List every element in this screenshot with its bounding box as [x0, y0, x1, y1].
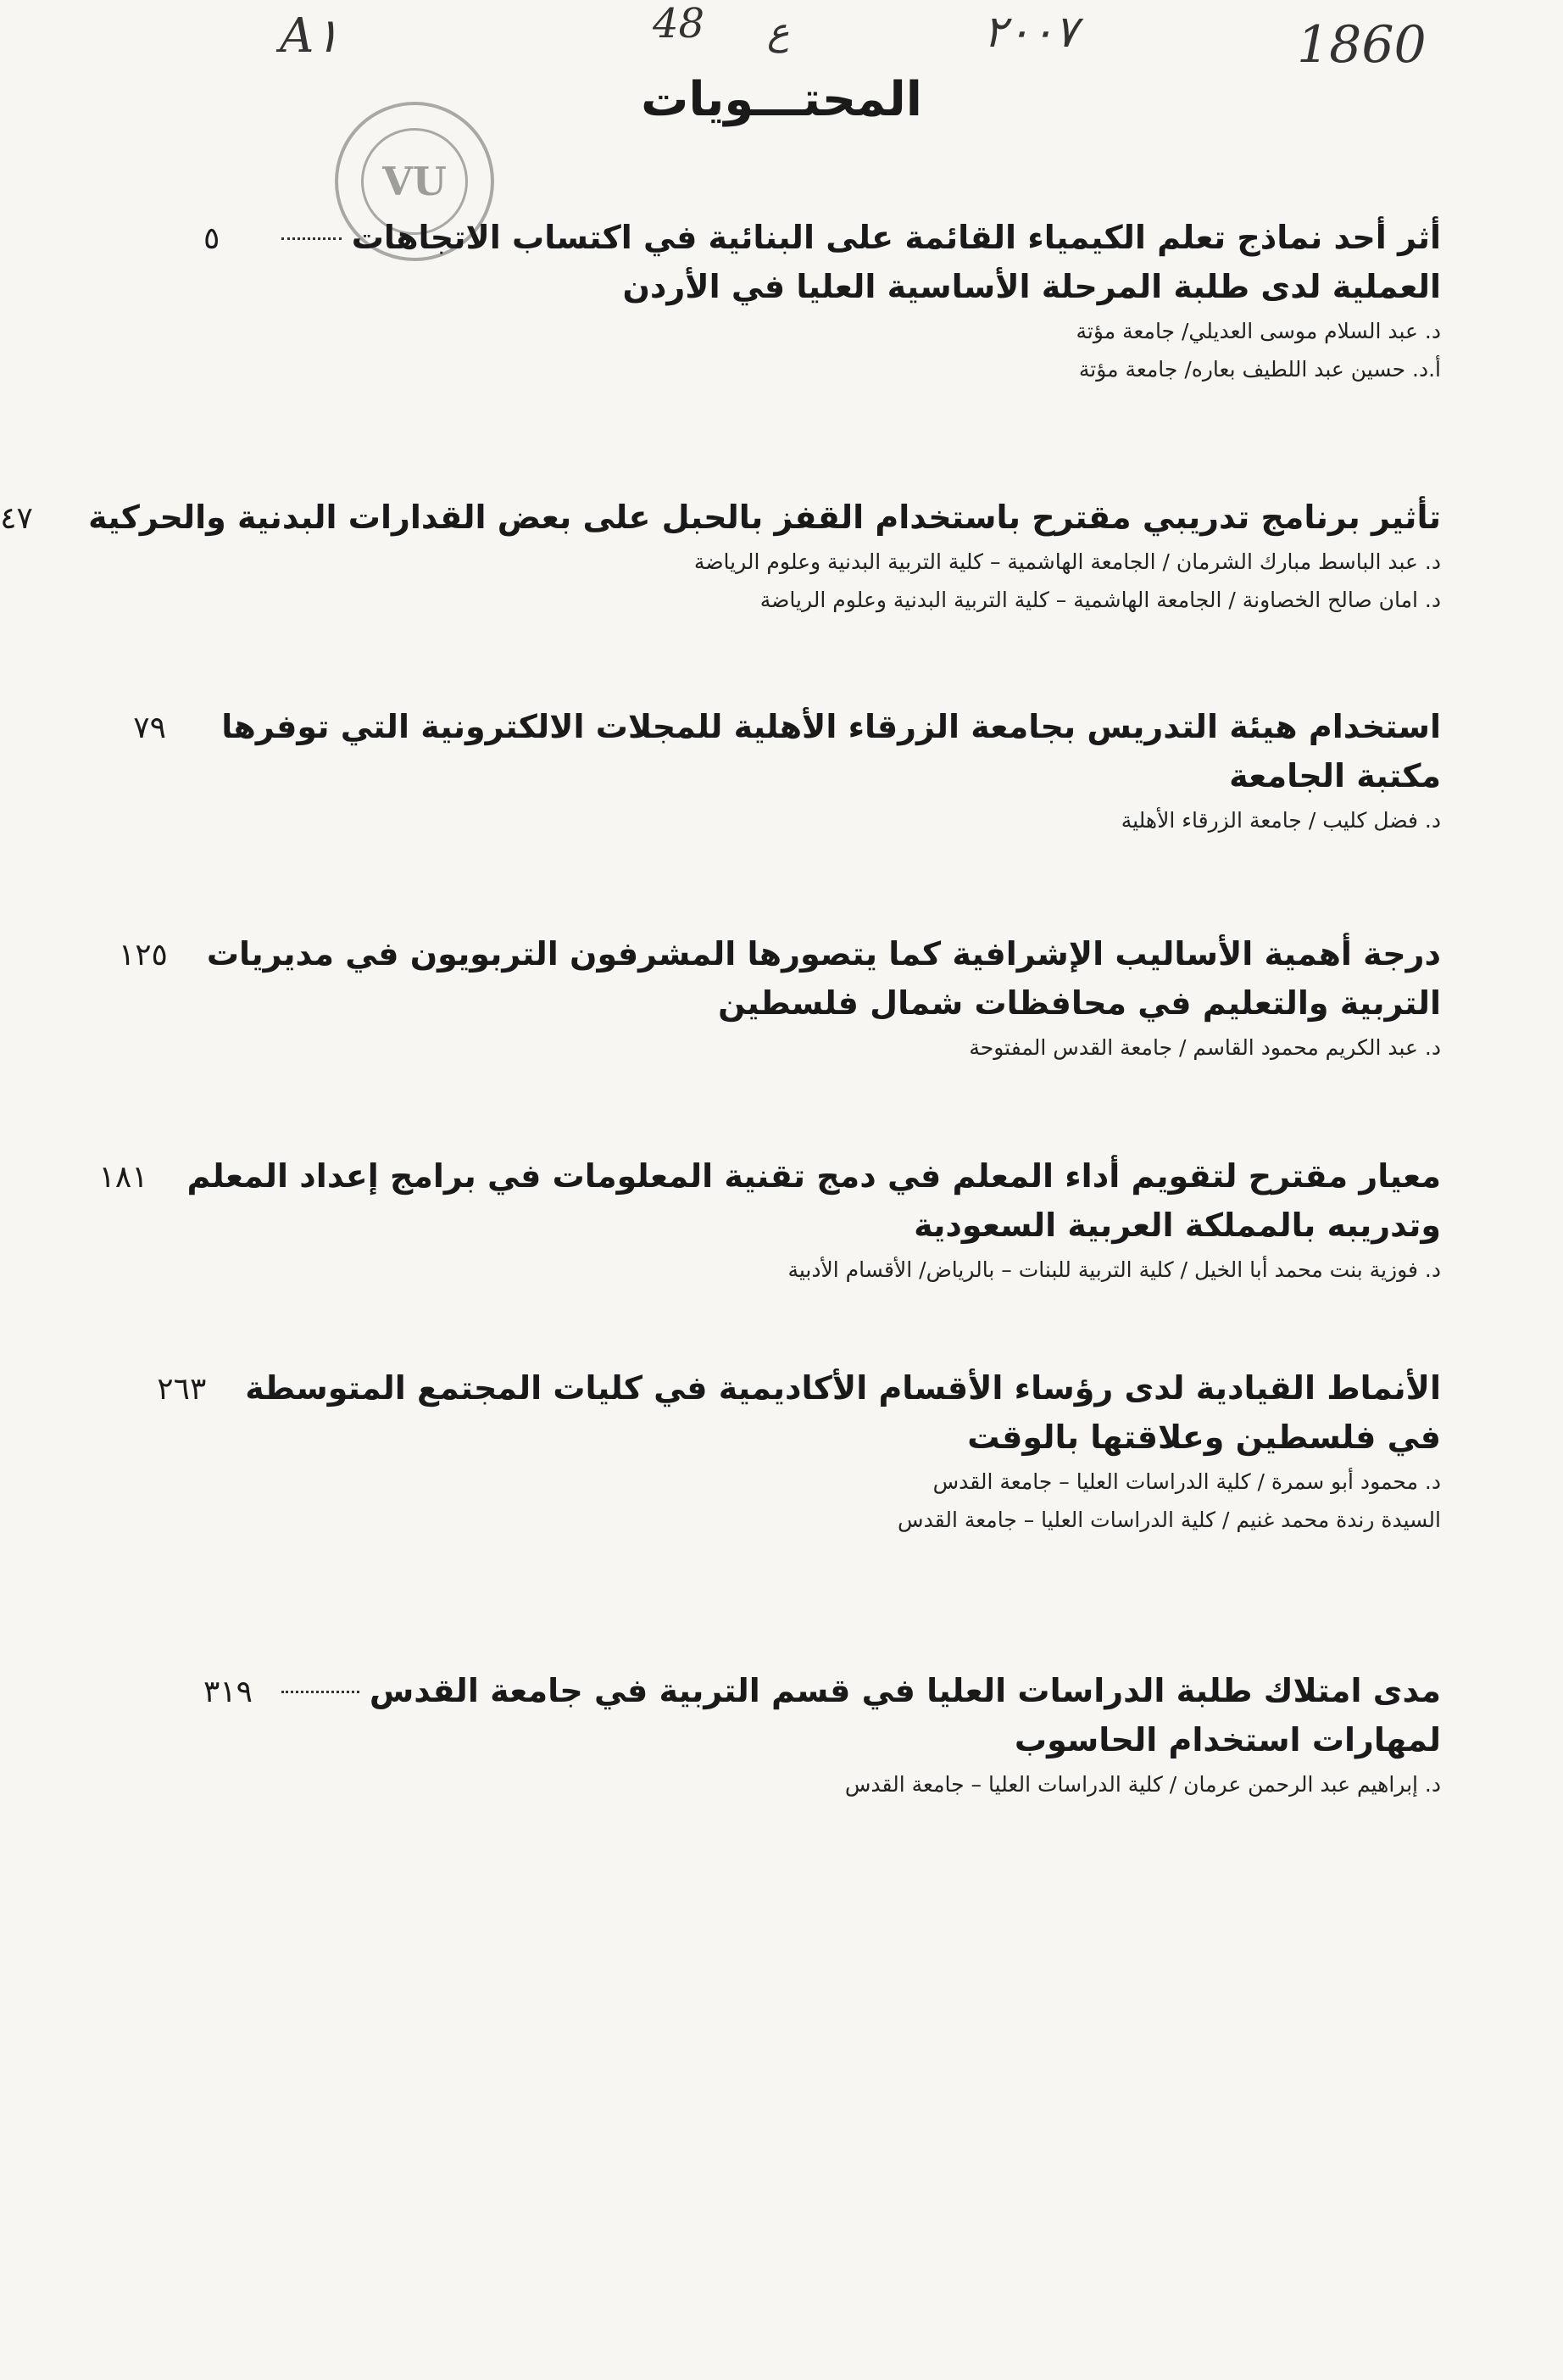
entry-title-continued: وتدريبه بالمملكة العربية السعودية	[914, 1207, 1441, 1244]
entry-author: د. عبد الباسط مبارك الشرمان / الجامعة الهاشمية – كلية التربية البدنية وعلوم الرياضة	[693, 549, 1441, 574]
handwritten-note: A١	[280, 8, 340, 64]
toc-entry-row	[0, 499, 1441, 536]
entry-title-continued: العملية لدى طلبة المرحلة الأساسية العليا في الأردن	[622, 268, 1441, 305]
entry-author: د. امان صالح الخصاونة / الجامعة الهاشمية – كلية التربية البدنية وعلوم الرياضة	[759, 588, 1441, 612]
toc-entry-row	[98, 1157, 1441, 1195]
page-number: ٧٩	[133, 711, 166, 745]
entry-title: معيار مقترح لتقويم أداء المعلم في دمج تقنية المعلومات في برامج إعداد المعلم	[186, 1157, 1441, 1195]
toc-entry	[0, 499, 1441, 612]
entry-title: مدى امتلاك طلبة الدراسات العليا في قسم التربية في جامعة القدس	[369, 1672, 1441, 1709]
toc-entry-row	[203, 1672, 1441, 1709]
entry-author: أ.د. حسين عبد اللطيف بعاره/ جامعة مؤتة	[1078, 357, 1441, 382]
page-number: ٣١٩	[203, 1675, 253, 1709]
entry-title-continued: في فلسطين وعلاقتها بالوقت	[967, 1419, 1441, 1456]
page-title: المحتـــويات	[641, 72, 922, 127]
toc-entry-row	[133, 708, 1441, 745]
entry-title: درجة أهمية الأساليب الإشرافية كما يتصورها المشرفون التربويون في مديريات	[206, 935, 1441, 973]
entry-author: د. عبد السلام موسى العديلي/ جامعة مؤتة	[1076, 319, 1441, 343]
entry-title: تأثير برنامج تدريبي مقترح باستخدام القفز بالحبل على بعض القدارات البدنية والحركية	[88, 499, 1441, 536]
page-number: ٥	[203, 221, 220, 256]
page-number: ١٨١	[98, 1160, 148, 1195]
entry-author: د. محمود أبو سمرة / كلية الدراسات العليا – جامعة القدس	[932, 1469, 1441, 1494]
toc-entry-row	[157, 1369, 1441, 1407]
entry-author: د. فضل كليب / جامعة الزرقاء الأهلية	[1121, 808, 1441, 833]
page-number: ٤٧	[0, 501, 33, 536]
handwritten-note: ٢٠٠٧	[983, 7, 1078, 58]
handwritten-note: ع	[767, 10, 790, 53]
stamp-text: VU	[382, 159, 447, 204]
entry-title: الأنماط القيادية لدى رؤساء الأقسام الأكاديمية في كليات المجتمع المتوسطة	[245, 1369, 1441, 1407]
toc-entry	[203, 1672, 1441, 1797]
toc-entry	[203, 219, 1441, 382]
entry-author: د. فوزية بنت محمد أبا الخيل / كلية التربية للبنات – بالرياض/ الأقسام الأدبية	[787, 1257, 1441, 1282]
toc-entry	[118, 935, 1441, 1060]
toc-entry-row	[118, 935, 1441, 973]
entry-title: أثر أحد نماذج تعلم الكيمياء القائمة على البنائية في اكتساب الاتجاهات	[351, 219, 1441, 256]
entry-author: د. عبد الكريم محمود القاسم / جامعة القدس المفتوحة	[969, 1035, 1441, 1060]
handwritten-note: 48	[653, 0, 705, 47]
entry-author: السيدة رندة محمد غنيم / كلية الدراسات العليا – جامعة القدس	[898, 1508, 1441, 1532]
page-number: ٢٦٣	[157, 1372, 207, 1407]
dot-leader	[281, 237, 342, 240]
toc-entry-row	[203, 219, 1441, 256]
entry-title: استخدام هيئة التدريس بجامعة الزرقاء الأهلية للمجلات الالكترونية التي توفرها	[221, 708, 1441, 745]
toc-entry	[98, 1157, 1441, 1282]
dot-leader	[281, 1691, 359, 1693]
page-number: ١٢٥	[118, 938, 168, 973]
handwritten-note: 1860	[1297, 15, 1427, 75]
entry-author: د. إبراهيم عبد الرحمن عرمان / كلية الدراسات العليا – جامعة القدس	[844, 1772, 1441, 1797]
toc-entry	[133, 708, 1441, 833]
toc-entry	[157, 1369, 1441, 1532]
entry-title-continued: لمهارات استخدام الحاسوب	[1014, 1721, 1441, 1759]
entry-title-continued: التربية والتعليم في محافظات شمال فلسطين	[718, 984, 1441, 1022]
entry-title-continued: مكتبة الجامعة	[1229, 757, 1441, 794]
